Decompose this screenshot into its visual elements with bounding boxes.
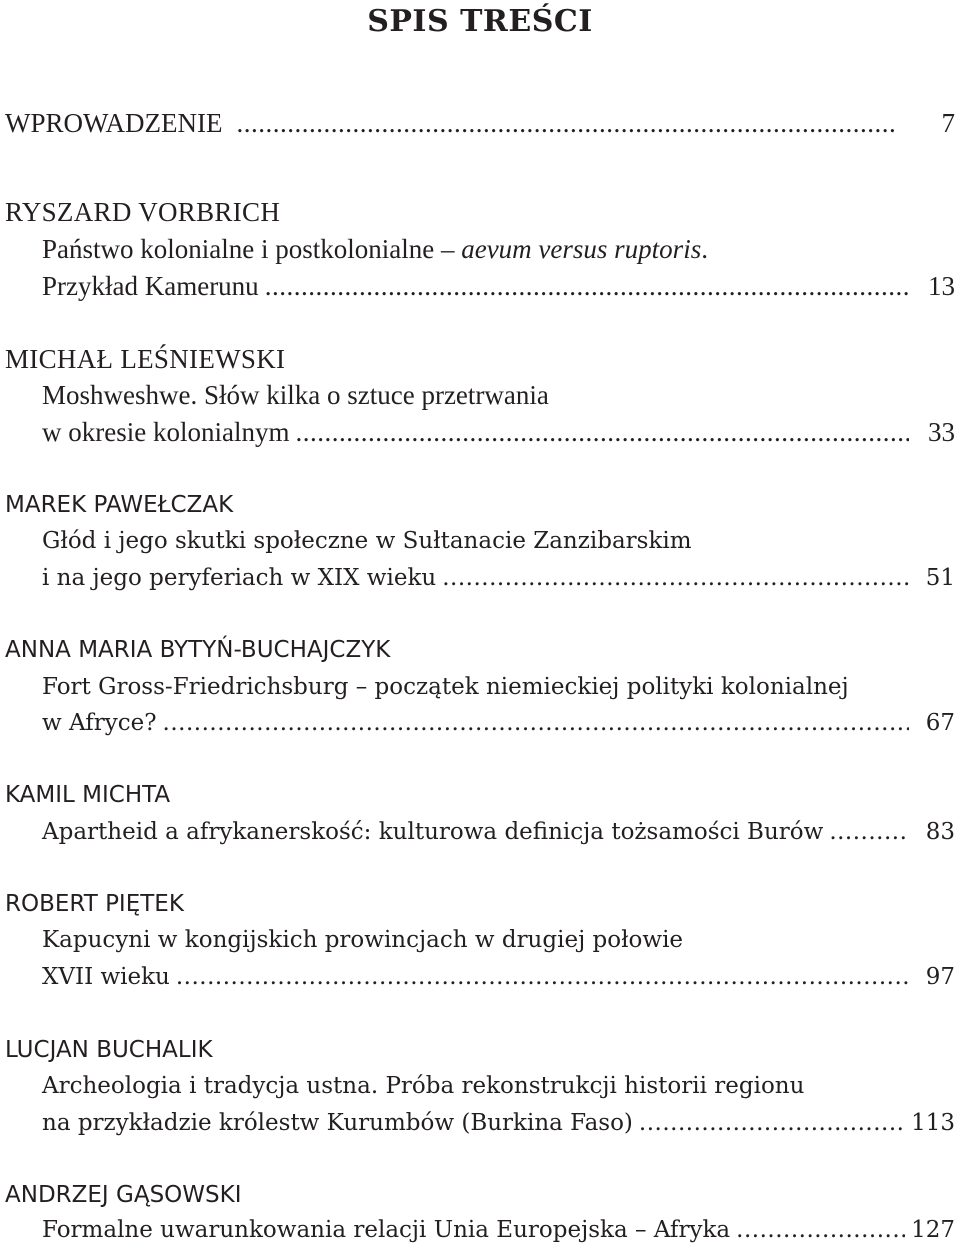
page-number: 83: [925, 819, 955, 845]
toc-entry-pietek[interactable]: [42, 959, 955, 995]
toc-title-line: Państwo kolonialne i postkolonialne – aevum versus ruptoris.: [42, 234, 708, 264]
page-number: 97: [925, 964, 955, 990]
toc-entry-lesniewski[interactable]: [42, 414, 955, 450]
toc-entry-buchalik[interactable]: [42, 1105, 955, 1141]
toc-author: RYSZARD VORBRICH: [5, 197, 281, 227]
toc-entry-pawelczak[interactable]: [42, 560, 955, 596]
toc-author: MICHAŁ LEŚNIEWSKI: [5, 344, 286, 374]
toc-author: ROBERT PIĘTEK: [5, 891, 184, 917]
entry-title: XVII wieku: [42, 964, 170, 990]
toc-title-line: Głód i jego skutki społeczne w Sułtanacie Zanzibarskim: [42, 528, 692, 554]
entry-title: Formalne uwarunkowania relacji Unia Europejska – Afryka: [42, 1217, 731, 1243]
entry-title: i na jego peryferiach w XIX wieku: [42, 565, 437, 591]
dot-leader: [442, 560, 909, 596]
toc-author: KAMIL MICHTA: [5, 782, 171, 808]
toc-title-line: Fort Gross-Friedrichsburg – początek niemieckiej polityki kolonialnej: [42, 674, 849, 700]
toc-author: ANNA MARIA BYTYŃ-BUCHAJCZYK: [5, 637, 391, 663]
entry-title: WPROWADZENIE: [5, 108, 223, 138]
page-number: 113: [911, 1110, 955, 1136]
toc-entry-bytyn-buchajczyk[interactable]: [42, 705, 955, 741]
page-number: 127: [911, 1217, 955, 1243]
toc-entry-michta[interactable]: [42, 814, 955, 850]
dot-leader: [236, 105, 897, 141]
dot-leader: [295, 414, 909, 450]
entry-title: Apartheid a afrykanerskość: kulturowa definicja tożsamości Burów: [42, 819, 824, 845]
dot-leader: [265, 268, 909, 304]
entry-title: Przykład Kamerunu: [42, 271, 259, 301]
page-number: 67: [925, 710, 955, 736]
toc-entry-vorbrich[interactable]: [42, 268, 955, 304]
toc-entry-gasowski[interactable]: [42, 1212, 955, 1248]
dot-leader: [639, 1105, 905, 1141]
page-number: 51: [925, 565, 955, 591]
dot-leader: [829, 814, 909, 850]
page-number: 13: [928, 271, 955, 301]
toc-author: LUCJAN BUCHALIK: [5, 1037, 213, 1063]
entry-title: w okresie kolonialnym: [42, 417, 290, 447]
toc-author: ANDRZEJ GĄSOWSKI: [5, 1182, 242, 1208]
toc-title-line: Moshweshwe. Słów kilka o sztuce przetrwania: [42, 380, 549, 410]
page-number: 33: [928, 417, 955, 447]
dot-leader: [176, 959, 909, 995]
toc-title-line: Archeologia i tradycja ustna. Próba rekonstrukcji historii regionu: [42, 1073, 805, 1099]
entry-title: na przykładzie królestw Kurumbów (Burkina Faso): [42, 1110, 633, 1136]
toc-entry-introduction[interactable]: [5, 105, 955, 141]
toc-title-line: Kapucyni w kongijskich prowincjach w drugiej połowie: [42, 927, 684, 953]
dot-leader: [163, 705, 909, 741]
page-number: 7: [941, 108, 955, 138]
dot-leader: [736, 1212, 905, 1248]
toc-author: MAREK PAWEŁCZAK: [5, 492, 234, 518]
entry-title: w Afryce?: [42, 710, 157, 736]
page-title: SPIS TREŚCI: [367, 4, 593, 39]
